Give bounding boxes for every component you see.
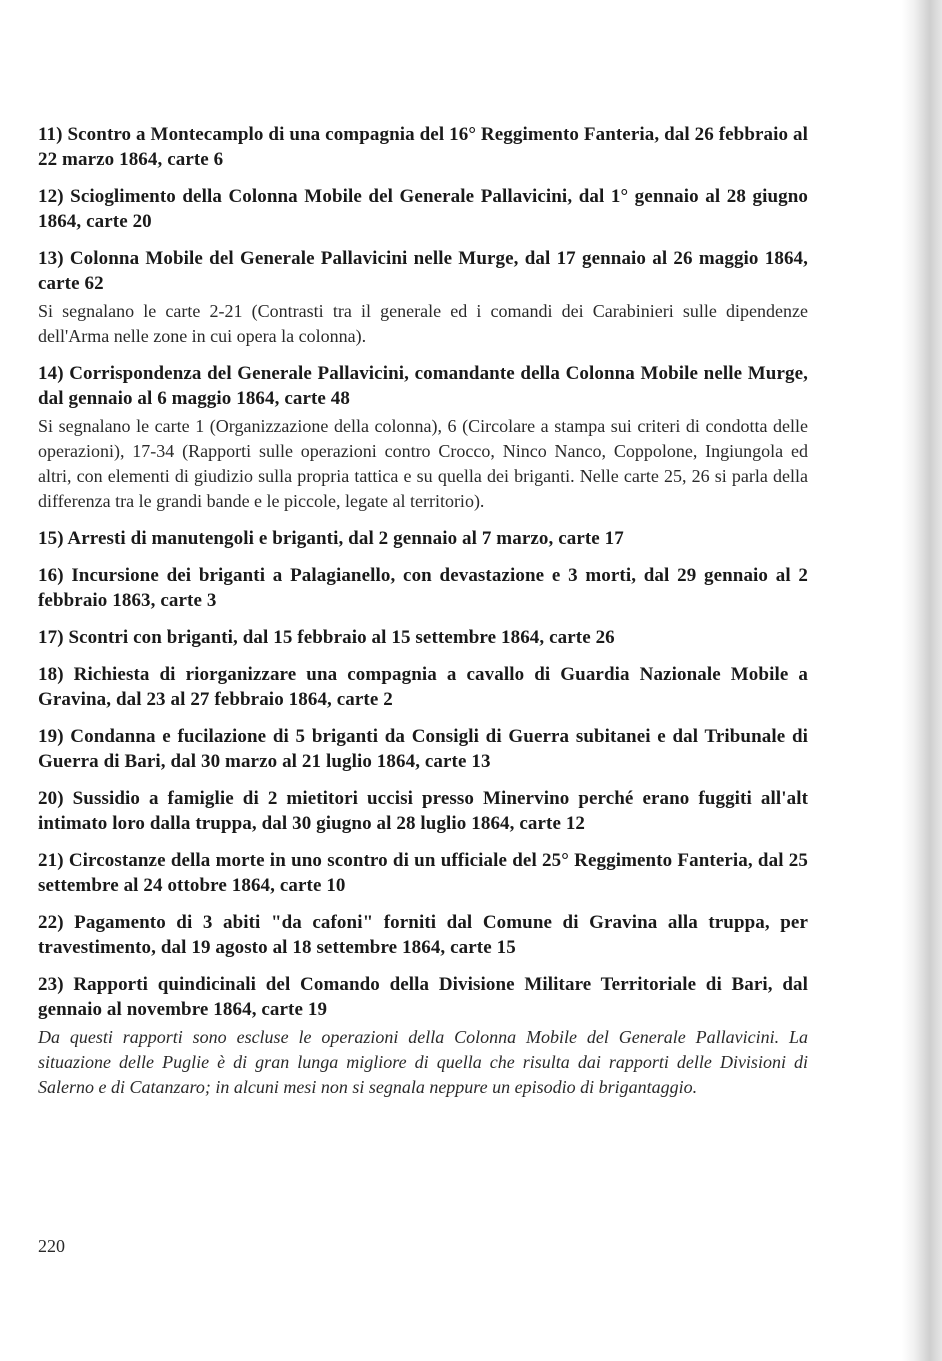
entry-title: 22) Pagamento di 3 abiti "da cafoni" forniti dal Comune di Gravina alla truppa, per travestimento, dal 19 agosto al 18 settembre 1864, carte 15 [38,912,808,958]
list-item [38,526,808,551]
list-item [38,724,808,774]
entry-title: 21) Circostanze della morte in uno scontro di un ufficiale del 25° Reggimento Fanteria, dal 25 settembre al 24 ottobre 1864, carte 10 [38,850,808,896]
document-body [38,122,808,1112]
list-item [38,625,808,650]
entry-note: Si segnalano le carte 2-21 (Contrasti tra il generale ed i comandi dei Carabinieri sulle dipendenze dell'Arma nelle zone in cui opera la colonna). [38,301,808,346]
list-item [38,786,808,836]
entry-title: 18) Richiesta di riorganizzare una compagnia a cavallo di Guardia Nazionale Mobile a Gravina, dal 23 al 27 febbraio 1864, carte 2 [38,664,808,710]
list-item [38,246,808,349]
list-item [38,122,808,172]
page-binding-shadow [902,0,942,1361]
entry-title: 14) Corrispondenza del Generale Pallavicini, comandante della Colonna Mobile nelle Murge, dal gennaio al 6 maggio 1864, carte 48 [38,363,808,409]
entry-title: 23) Rapporti quindicinali del Comando della Divisione Militare Territoriale di Bari, dal gennaio al novembre 1864, carte 19 [38,974,808,1020]
page-number: 220 [38,1236,65,1256]
entry-title: 15) Arresti di manutengoli e briganti, dal 2 gennaio al 7 marzo, carte 17 [38,528,624,549]
entry-note: Si segnalano le carte 1 (Organizzazione della colonna), 6 (Circolare a stampa sui criteri di condotta delle operazioni), 17-34 (Rapporti sulle operazioni contro Crocco, Ninco Nanco, Coppolone, Ingiungola ed altri, con elementi di giudizio sulla propria tattica e su quella dei briganti. Nelle carte 25, 26 si parla della differenza tra le grandi bande e le piccole, legate al territorio). [38,416,808,511]
entry-title: 17) Scontri con briganti, dal 15 febbraio al 15 settembre 1864, carte 26 [38,627,615,648]
entry-title: 11) Scontro a Montecamplo di una compagnia del 16° Reggimento Fanteria, dal 26 febbraio al 22 marzo 1864, carte 6 [38,124,808,170]
list-item [38,563,808,613]
list-item [38,662,808,712]
list-item [38,361,808,514]
entry-title: 20) Sussidio a famiglie di 2 mietitori uccisi presso Minervino perché erano fuggiti all'alt intimato loro dalla truppa, dal 30 giugno al 28 luglio 1864, carte 12 [38,788,808,834]
entry-note: Da questi rapporti sono escluse le operazioni della Colonna Mobile del Generale Pallavicini. La situazione delle Puglie è di gran lunga migliore di quella che risulta dai rapporti delle Divisioni di Salerno e di Catanzaro; in alcuni mesi non si segnala neppure un episodio di brigantaggio. [38,1027,808,1097]
list-item [38,910,808,960]
entry-title: 12) Scioglimento della Colonna Mobile del Generale Pallavicini, dal 1° gennaio al 28 giugno 1864, carte 20 [38,186,808,232]
entry-title: 19) Condanna e fucilazione di 5 briganti da Consigli di Guerra subitanei e dal Tribunale di Guerra di Bari, dal 30 marzo al 21 luglio 1864, carte 13 [38,726,808,772]
entry-title: 13) Colonna Mobile del Generale Pallavicini nelle Murge, dal 17 gennaio al 26 maggio 1864, carte 62 [38,248,808,294]
list-item [38,848,808,898]
entry-title: 16) Incursione dei briganti a Palagianello, con devastazione e 3 morti, dal 29 gennaio al 2 febbraio 1863, carte 3 [38,565,808,611]
list-item [38,972,808,1100]
list-item [38,184,808,234]
